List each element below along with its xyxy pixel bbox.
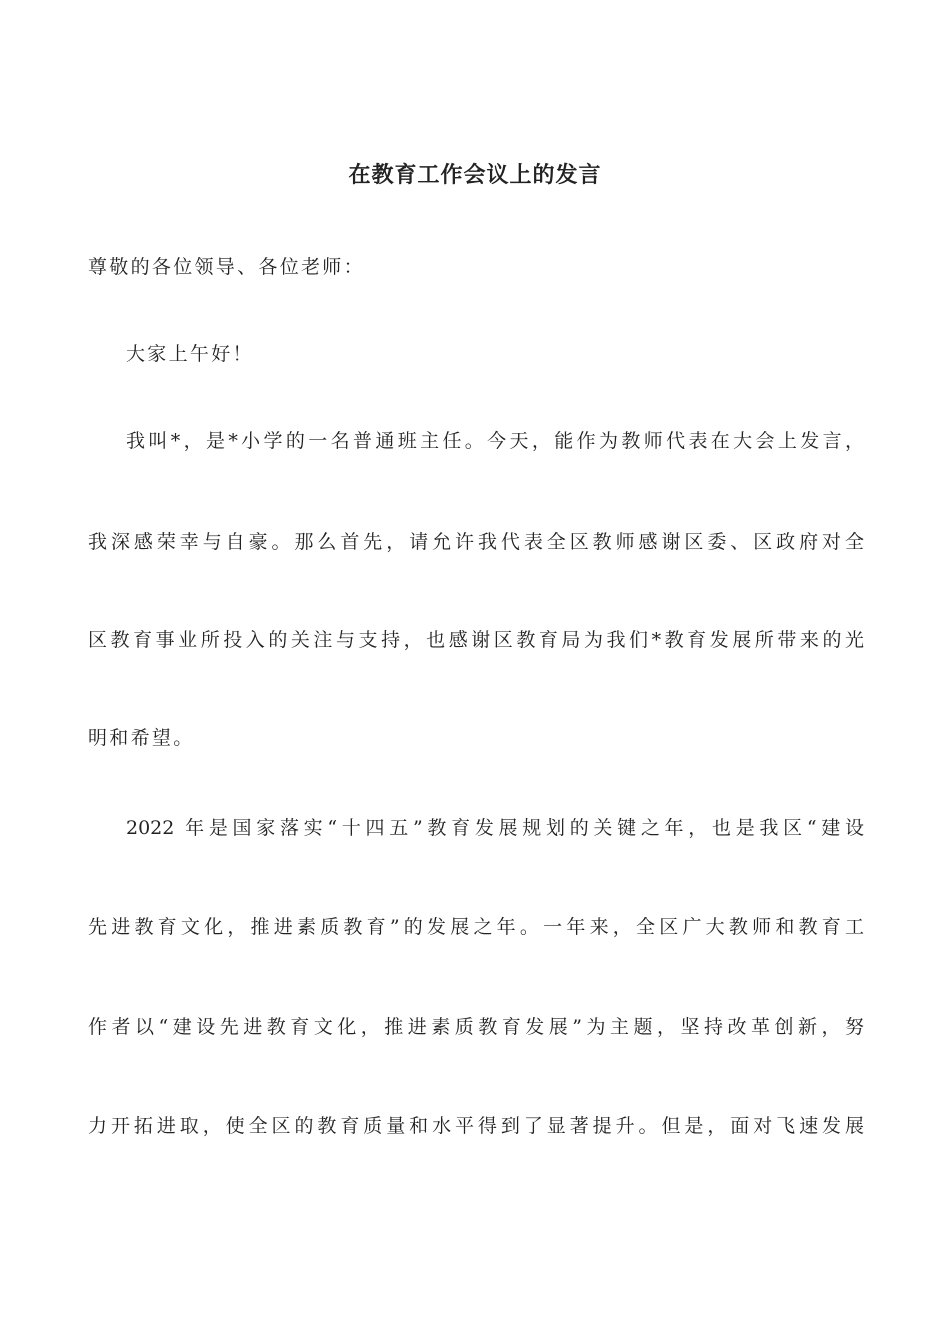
paragraph-2-line-4: 力开拓进取，使全区的教育质量和水平得到了显著提升。但是，面对飞速发展	[88, 1115, 864, 1137]
document-title: 在教育工作会议上的发言	[348, 162, 602, 188]
paragraph-1-line-4: 明和希望。	[88, 727, 195, 749]
paragraph-2-line-1: 2022 年是国家落实“十四五”教育发展规划的关键之年，也是我区“建设	[126, 817, 864, 839]
paragraph-1-line-2: 我深感荣幸与自豪。那么首先，请允许我代表全区教师感谢区委、区政府对全	[88, 531, 864, 553]
salutation: 尊敬的各位领导、各位老师：	[88, 256, 365, 278]
paragraph-2-line-3: 作者以“建设先进教育文化，推进素质教育发展”为主题，坚持改革创新，努	[88, 1016, 864, 1038]
greeting: 大家上午好！	[126, 343, 254, 365]
paragraph-1-line-3: 区教育事业所投入的关注与支持，也感谢区教育局为我们*教育发展所带来的光	[88, 629, 864, 651]
paragraph-1-line-1: 我叫*，是*小学的一名普通班主任。今天，能作为教师代表在大会上发言，	[126, 430, 864, 452]
paragraph-2-line-2: 先进教育文化，推进素质教育”的发展之年。一年来，全区广大教师和教育工	[88, 916, 864, 938]
